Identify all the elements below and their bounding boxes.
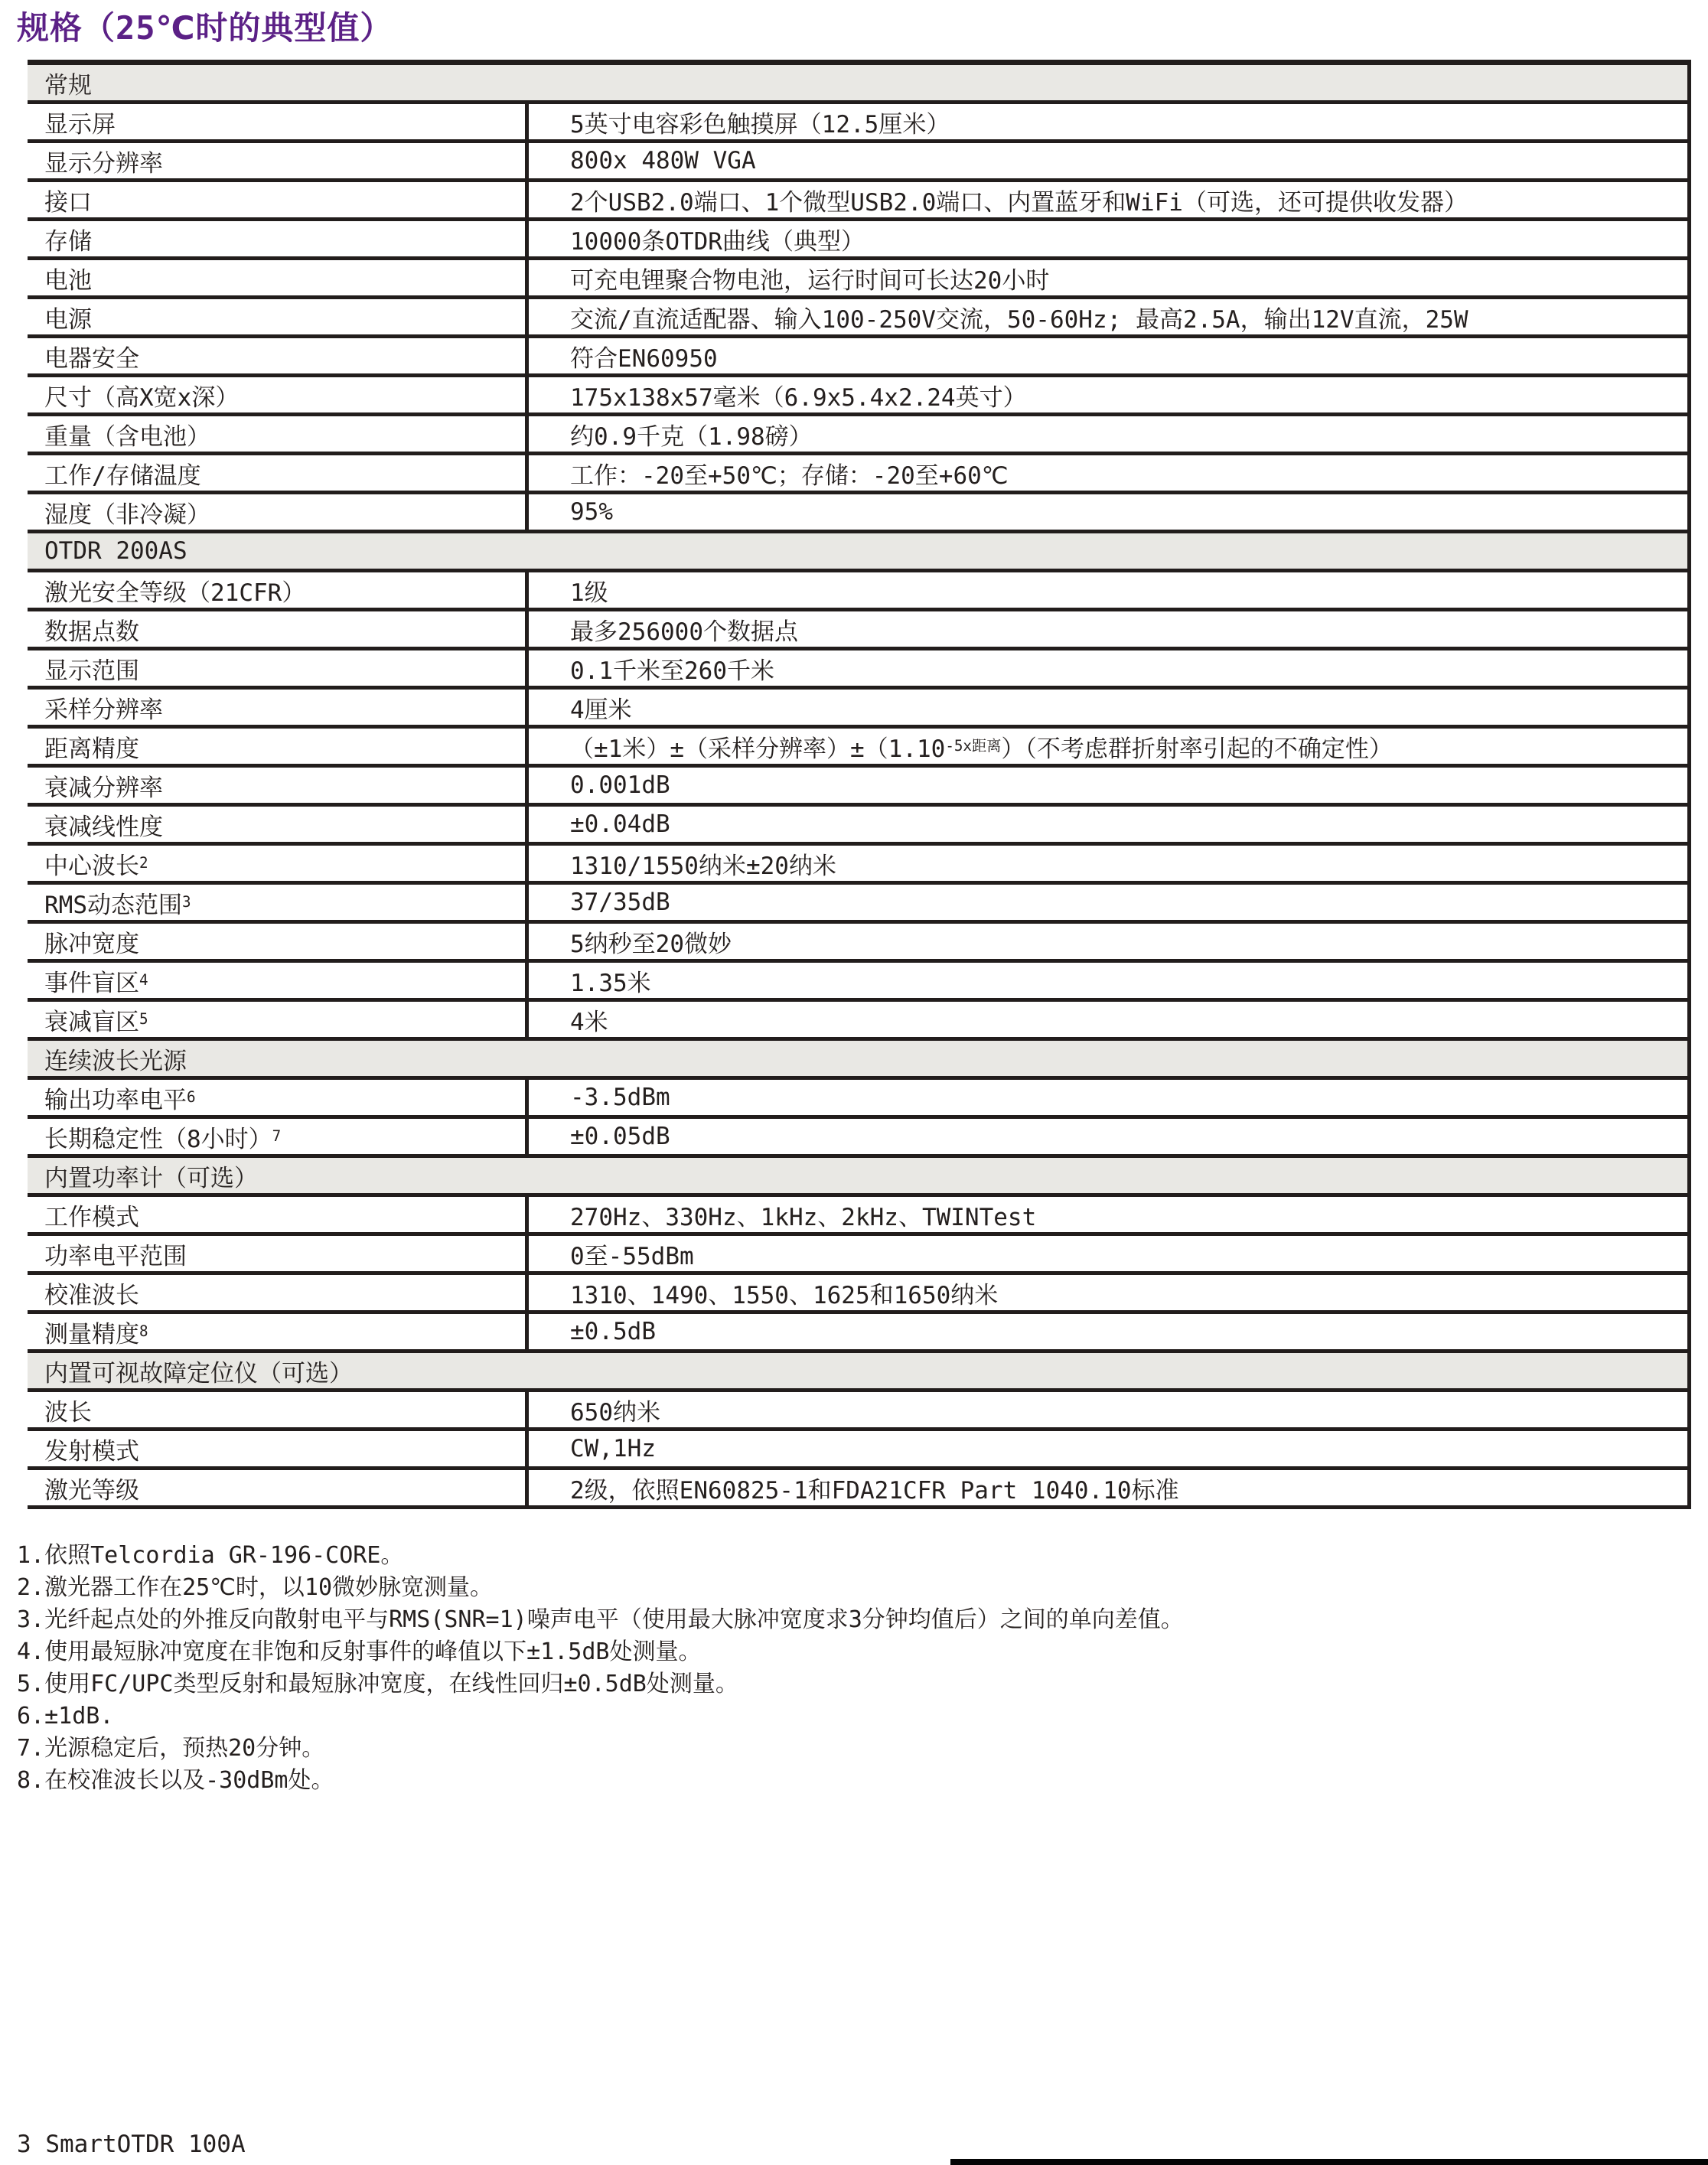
section-header-otdr	[28, 533, 1687, 572]
spec-label: 激光等级	[44, 1476, 139, 1505]
section-header-label: 连续波长光源	[44, 1047, 187, 1075]
spec-label: 脉冲宽度	[44, 930, 139, 958]
table-row	[28, 377, 1687, 416]
table-row	[28, 963, 1687, 1002]
table-row	[28, 729, 1687, 768]
spec-label: 测量精度 8	[44, 1320, 148, 1348]
table-row	[28, 494, 1687, 533]
spec-value: 1.35米	[525, 963, 1687, 998]
table-row	[28, 1197, 1687, 1236]
spec-value: 10000条OTDR曲线（典型）	[525, 221, 1687, 256]
spec-value: 最多256000个数据点	[525, 611, 1687, 647]
page-footer: 3 SmartOTDR 100A	[17, 2131, 246, 2158]
table-row	[28, 572, 1687, 611]
footnote-item: 2.激光器工作在25℃时，以10微妙脉宽测量。	[17, 1574, 494, 1601]
spec-label: 采样分辨率	[44, 696, 163, 724]
footnote-item: 4.使用最短脉冲宽度在非饱和反射事件的峰值以下±1.5dB处测量。	[17, 1638, 702, 1665]
spec-label: 功率电平范围	[44, 1242, 187, 1270]
spec-label: 中心波长 2	[44, 852, 148, 880]
section-header-power-meter	[28, 1158, 1687, 1197]
spec-label: RMS动态范围 3	[44, 891, 191, 919]
table-row	[28, 924, 1687, 963]
spec-value: 工作：-20至+50℃；存储：-20至+60℃	[525, 455, 1687, 491]
section-header-label: 内置功率计（可选）	[44, 1164, 258, 1192]
spec-value: ±0.5dB	[525, 1314, 1687, 1349]
spec-label: 工作/存储温度	[44, 461, 201, 490]
table-row	[28, 182, 1687, 221]
spec-label: 激光安全等级（21CFR）	[44, 579, 306, 607]
table-row	[28, 768, 1687, 807]
table-row	[28, 1275, 1687, 1314]
table-row	[28, 143, 1687, 182]
spec-value: 270Hz、330Hz、1kHz、2kHz、TWINTest	[525, 1197, 1687, 1232]
spec-label: 距离精度	[44, 735, 139, 763]
table-row	[28, 260, 1687, 299]
table-row	[28, 416, 1687, 455]
table-row	[28, 338, 1687, 377]
spec-label: 存储	[44, 227, 92, 256]
table-row	[28, 1119, 1687, 1158]
bottom-edge-bar	[950, 2159, 1708, 2165]
table-row	[28, 1392, 1687, 1431]
table-row	[28, 650, 1687, 690]
section-header-general	[28, 65, 1687, 104]
page-title: 规格（25℃时的典型值）	[17, 9, 393, 47]
spec-label: 长期稳定性（8小时） 7	[44, 1125, 282, 1153]
spec-label: 电源	[44, 305, 92, 334]
spec-label: 接口	[44, 188, 92, 217]
spec-value: 4米	[525, 1002, 1687, 1037]
spec-value: 0.1千米至260千米	[525, 650, 1687, 686]
footnote-item: 7.光源稳定后，预热20分钟。	[17, 1735, 325, 1762]
spec-value: 95%	[525, 494, 1687, 530]
spec-value: 5英寸电容彩色触摸屏（12.5厘米）	[525, 104, 1687, 139]
table-row	[28, 455, 1687, 494]
section-header-label: 常规	[44, 71, 92, 99]
spec-label: 波长	[44, 1398, 92, 1426]
spec-value: （±1米）±（采样分辨率）±（1.10 -5x距离 ）（不考虑群折射率引起的不确定性）	[525, 729, 1687, 764]
spec-value: 2级，依照EN60825-1和FDA21CFR Part 1040.10标准	[525, 1470, 1687, 1505]
spec-table	[28, 60, 1691, 1509]
spec-label: 工作模式	[44, 1203, 139, 1231]
spec-value: -3.5dBm	[525, 1080, 1687, 1115]
spec-label: 湿度（非冷凝）	[44, 500, 210, 529]
spec-label: 衰减盲区 5	[44, 1008, 148, 1036]
spec-label: 显示屏	[44, 110, 116, 139]
spec-label: 重量（含电池）	[44, 422, 210, 451]
spec-value: 交流/直流适配器、输入100-250V交流，50-60Hz; 最高2.5A，输出12V直流，25W	[525, 299, 1687, 334]
spec-value: 800x 480W VGA	[525, 143, 1687, 178]
table-row	[28, 104, 1687, 143]
table-row	[28, 846, 1687, 885]
spec-label: 衰减分辨率	[44, 774, 163, 802]
spec-value: 175x138x57毫米（6.9x5.4x2.24英寸）	[525, 377, 1687, 412]
spec-value: 2个USB2.0端口、1个微型USB2.0端口、内置蓝牙和WiFi（可选，还可提供收发器）	[525, 182, 1687, 217]
spec-label: 显示分辨率	[44, 149, 163, 178]
spec-value: 符合EN60950	[525, 338, 1687, 373]
spec-label: 尺寸（高X宽x深）	[44, 383, 240, 412]
spec-value: 4厘米	[525, 690, 1687, 725]
table-row	[28, 807, 1687, 846]
table-row	[28, 1236, 1687, 1275]
spec-value: 1310、1490、1550、1625和1650纳米	[525, 1275, 1687, 1310]
spec-value: 约0.9千克（1.98磅）	[525, 416, 1687, 452]
table-row	[28, 611, 1687, 650]
section-header-vfl	[28, 1353, 1687, 1392]
section-header-label: 内置可视故障定位仪（可选）	[44, 1359, 353, 1387]
spec-value: ±0.05dB	[525, 1119, 1687, 1154]
table-row	[28, 690, 1687, 729]
spec-value: ±0.04dB	[525, 807, 1687, 842]
table-row	[28, 885, 1687, 924]
table-row	[28, 1470, 1687, 1509]
footnote-item: 5.使用FC/UPC类型反射和最短脉冲宽度，在线性回归±0.5dB处测量。	[17, 1671, 738, 1697]
spec-label: 数据点数	[44, 618, 139, 646]
spec-label: 事件盲区 4	[44, 969, 148, 997]
spec-value: 1310/1550纳米±20纳米	[525, 846, 1687, 881]
table-row	[28, 1002, 1687, 1041]
footnote-item: 1.依照Telcordia GR-196-CORE。	[17, 1542, 404, 1569]
spec-value: 0.001dB	[525, 768, 1687, 803]
spec-value: CW,1Hz	[525, 1431, 1687, 1466]
spec-value: 5纳秒至20微妙	[525, 924, 1687, 959]
section-header-cw-source	[28, 1041, 1687, 1080]
footnote-item: 8.在校准波长以及-30dBm处。	[17, 1767, 334, 1794]
spec-label: 输出功率电平 6	[44, 1086, 196, 1114]
spec-label: 电池	[44, 266, 92, 295]
spec-label: 校准波长	[44, 1281, 139, 1309]
spec-value: 0至-55dBm	[525, 1236, 1687, 1271]
spec-label: 电器安全	[44, 344, 139, 373]
footnotes	[17, 1540, 1184, 1797]
spec-label: 显示范围	[44, 657, 139, 685]
table-row	[28, 299, 1687, 338]
spec-value: 1级	[525, 572, 1687, 608]
spec-value: 37/35dB	[525, 885, 1687, 920]
table-row	[28, 1431, 1687, 1470]
section-header-label: OTDR 200AS	[44, 537, 187, 565]
table-row	[28, 1314, 1687, 1353]
footnote-item: 6.±1dB.	[17, 1703, 114, 1730]
spec-label: 发射模式	[44, 1437, 139, 1466]
table-row	[28, 221, 1687, 260]
spec-label: 衰减线性度	[44, 813, 163, 841]
footnote-item: 3.光纤起点处的外推反向散射电平与RMS(SNR=1)噪声电平（使用最大脉冲宽度求3分钟均值后）之间的单向差值。	[17, 1606, 1184, 1633]
spec-value: 650纳米	[525, 1392, 1687, 1427]
table-row	[28, 1080, 1687, 1119]
spec-value: 可充电锂聚合物电池，运行时间可长达20小时	[525, 260, 1687, 295]
